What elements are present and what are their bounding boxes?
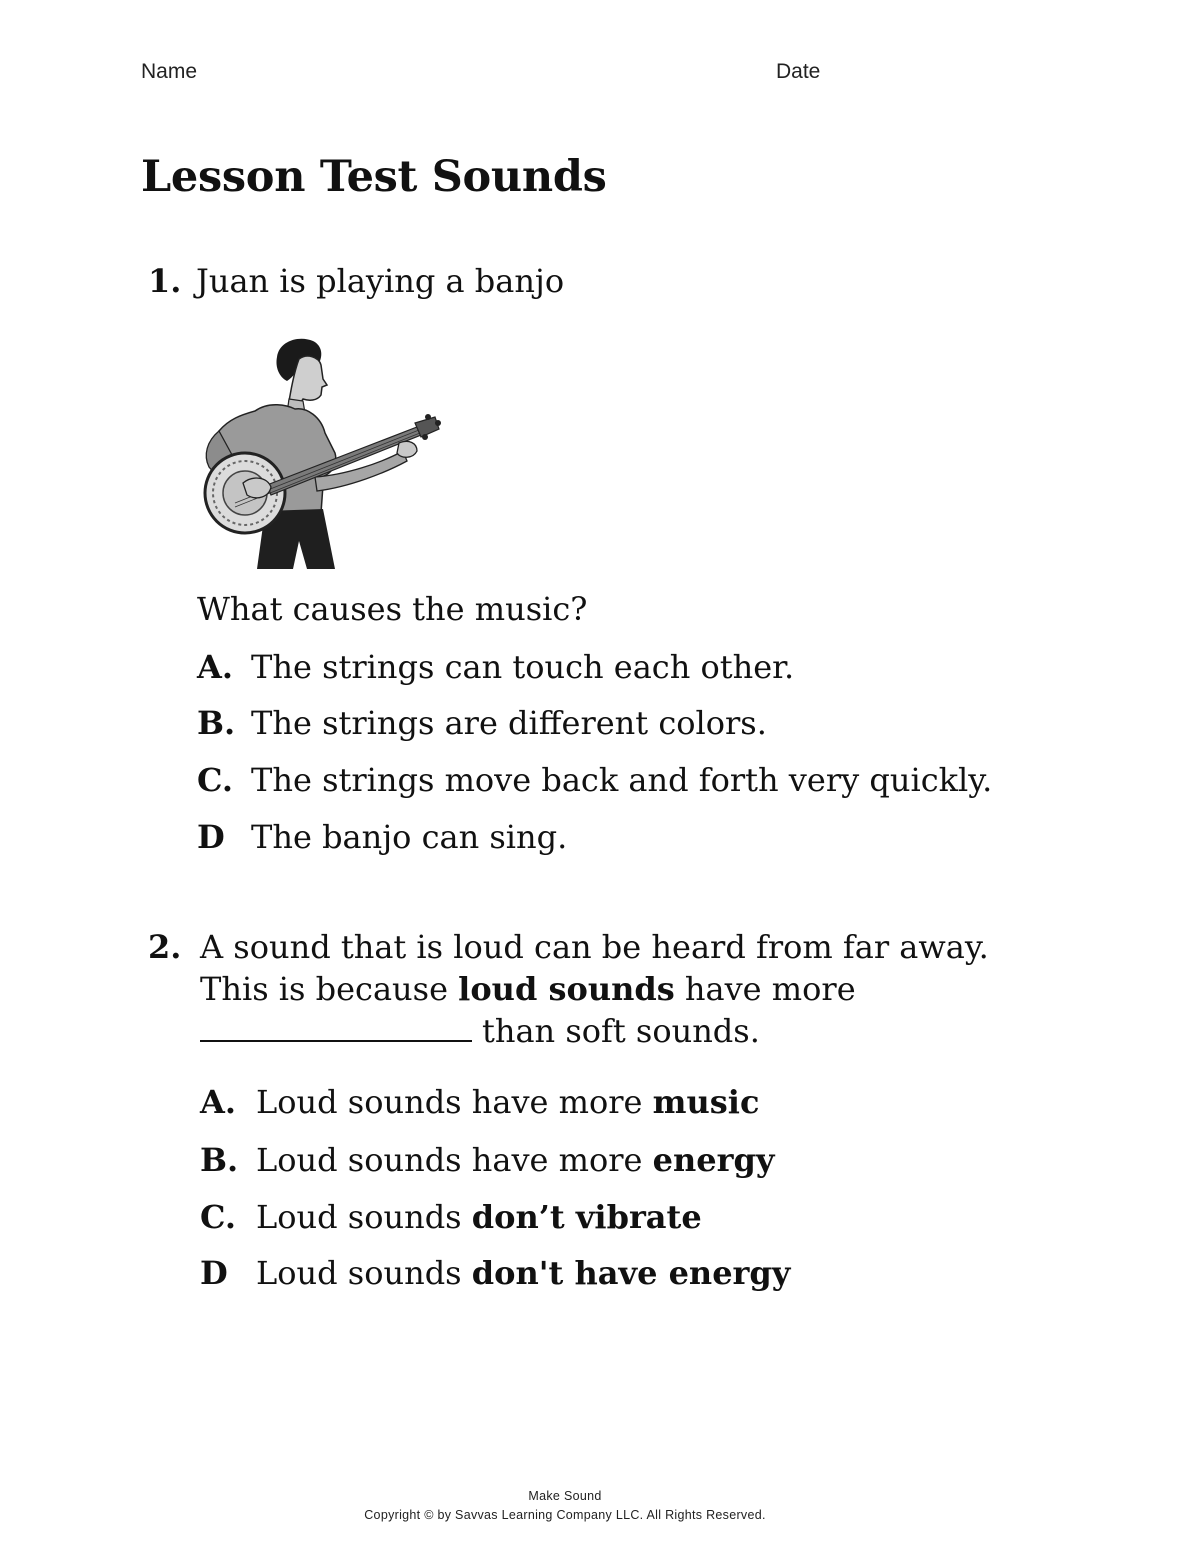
banjo-player-illustration	[195, 335, 445, 570]
option-text: Loud sounds have more	[256, 1141, 653, 1179]
option-text: The strings move back and forth very quickly.	[251, 761, 993, 799]
q1-option-d[interactable]	[197, 816, 567, 858]
q2-option-a[interactable]	[200, 1081, 759, 1123]
option-bold: don't have energy	[471, 1254, 791, 1292]
option-text: Loud sounds have more	[256, 1083, 653, 1121]
option-text: The banjo can sing.	[251, 818, 568, 856]
question-2-line-1	[148, 926, 989, 968]
question-2-text: A sound that is loud can be heard from far away.	[200, 928, 989, 966]
option-letter: A.	[200, 1083, 236, 1121]
line-text: This is because	[200, 970, 459, 1008]
option-text: Loud sounds	[256, 1254, 472, 1292]
option-text: The strings can touch each other.	[251, 648, 795, 686]
line-text: than soft sounds.	[482, 1012, 760, 1050]
option-letter: C.	[197, 761, 234, 799]
question-1-text: Juan is playing a banjo	[196, 262, 565, 300]
q2-option-c[interactable]	[200, 1196, 702, 1238]
question-1-question: What causes the music?	[197, 590, 588, 628]
option-letter: B.	[200, 1141, 239, 1179]
footer-title: Make Sound	[528, 1489, 602, 1503]
question-2-line-2	[200, 968, 856, 1010]
line-text: have more	[674, 970, 856, 1008]
option-letter: A.	[197, 648, 233, 686]
option-bold: energy	[652, 1141, 775, 1179]
answer-blank	[200, 1010, 472, 1042]
name-label: Name	[141, 60, 198, 83]
footer-copyright: Copyright © by Savvas Learning Company LLC. All Rights Reserved.	[364, 1508, 766, 1522]
q2-option-d[interactable]	[200, 1252, 790, 1294]
question-2-number: 2.	[148, 928, 182, 966]
question-2-line-3	[200, 1010, 760, 1052]
q1-option-c[interactable]	[197, 759, 992, 801]
question-1-prompt	[148, 260, 564, 302]
bold-phrase: loud sounds	[458, 970, 675, 1008]
option-bold: don’t vibrate	[471, 1198, 702, 1236]
option-letter: B.	[197, 704, 236, 742]
option-letter: C.	[200, 1198, 237, 1236]
option-text: Loud sounds	[256, 1198, 472, 1236]
q1-option-b[interactable]	[197, 702, 767, 744]
q2-option-b[interactable]	[200, 1139, 774, 1181]
option-bold: music	[652, 1083, 760, 1121]
option-letter: D	[200, 1254, 228, 1292]
page-title: Lesson Test Sounds	[141, 152, 607, 202]
q1-option-a[interactable]	[197, 646, 794, 688]
date-label: Date	[776, 60, 821, 83]
option-text: The strings are different colors.	[251, 704, 767, 742]
question-1-number: 1.	[148, 262, 182, 300]
option-letter: D	[197, 818, 225, 856]
